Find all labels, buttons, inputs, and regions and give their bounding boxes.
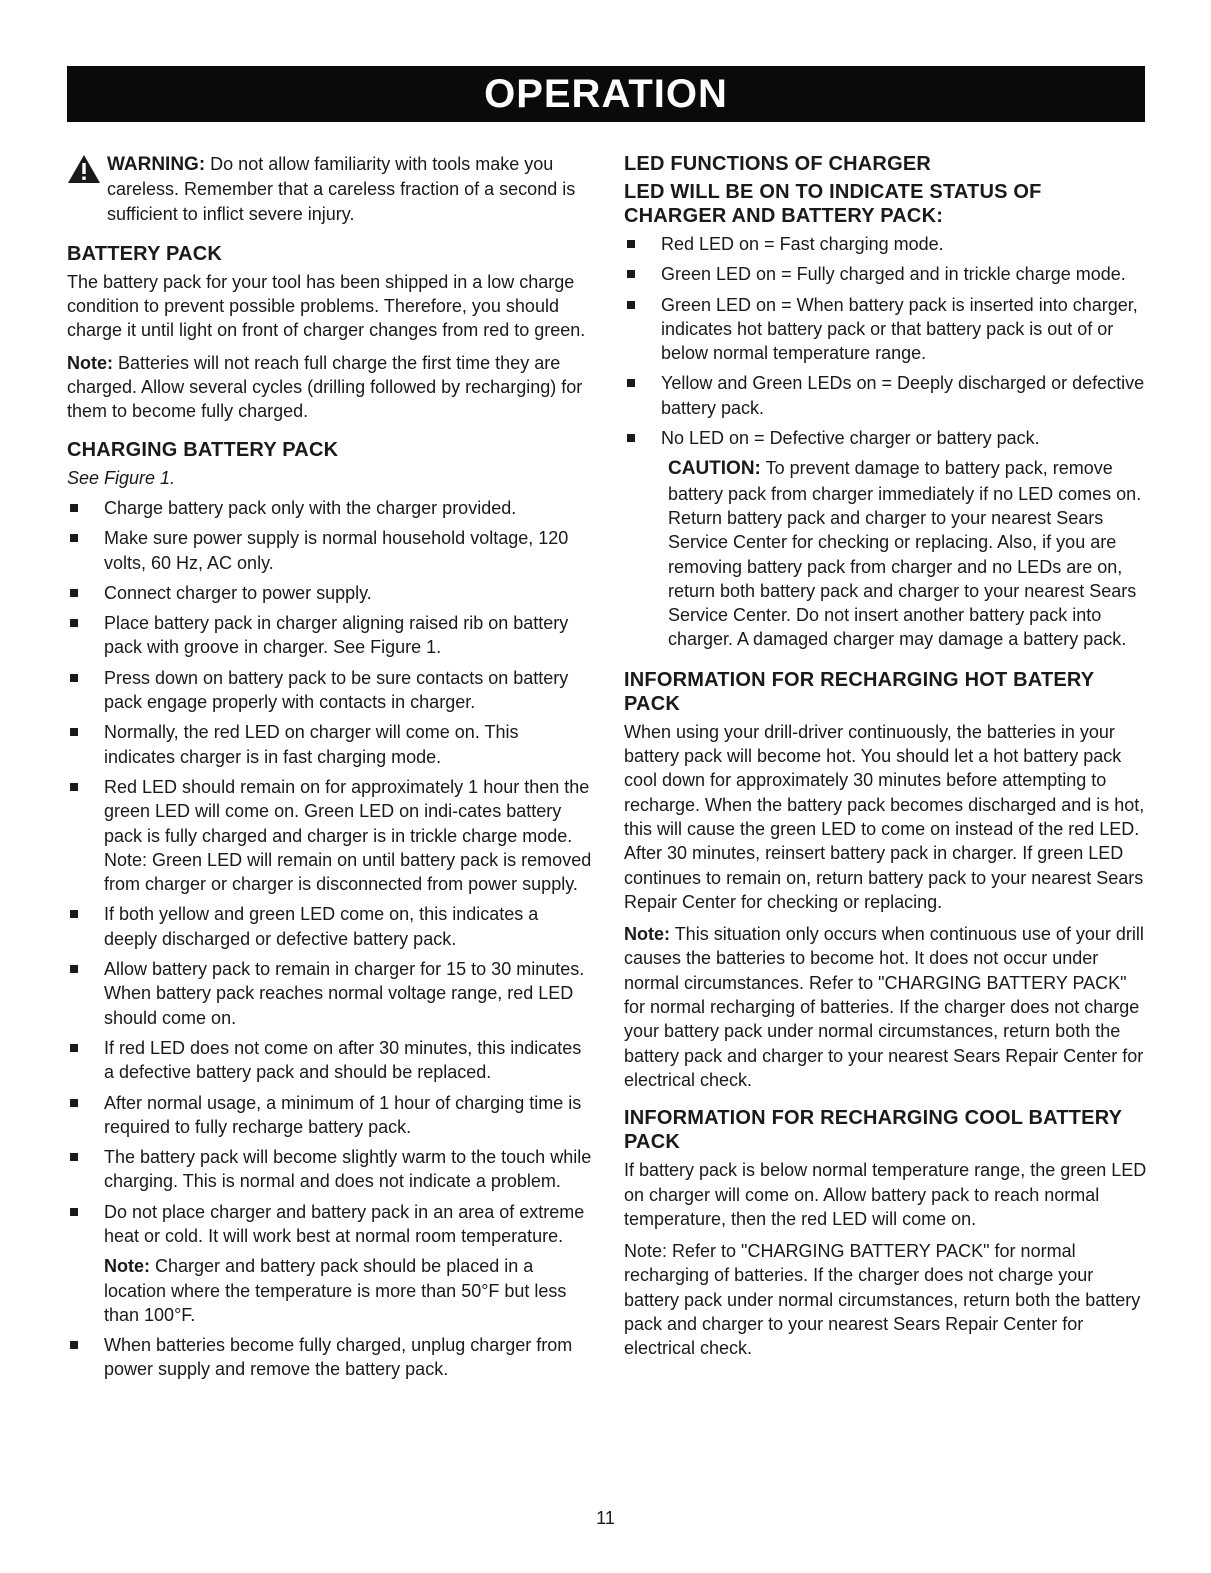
list-item-text: If both yellow and green LED come on, this indicates a deeply discharged or defective battery pack.: [104, 904, 539, 949]
bullet-icon: [70, 1153, 78, 1161]
list-item: [67, 1145, 592, 1194]
temperature-note: [104, 1254, 592, 1327]
list-item-text: Green LED on = Fully charged and in trickle charge mode.: [661, 264, 1126, 285]
battery-pack-note: [67, 351, 592, 424]
list-item: [67, 1333, 592, 1382]
list-item-text: Allow battery pack to remain in charger for 15 to 30 minutes. When battery pack reaches normal voltage range, red LED should come on.: [104, 959, 585, 1028]
list-item: [624, 293, 1148, 366]
cool-battery-paragraph: If battery pack is below normal temperature range, the green LED on charger will come on. Allow battery pack to reach normal temperature, then the red LED will come on.: [624, 1160, 1147, 1229]
battery-pack-heading: BATTERY PACK: [67, 242, 222, 265]
warning-text: Do not allow familiarity with tools make you careless. Remember that a careless fraction of a second is sufficient to inflict severe injury.: [107, 154, 576, 224]
list-item-text: The battery pack will become slightly warm to the touch while charging. This is normal and does not indicate a problem.: [104, 1147, 592, 1192]
bullet-icon: [70, 728, 78, 736]
list-item-text: Yellow and Green LEDs on = Deeply discharged or defective battery pack.: [661, 373, 1145, 418]
note-label: Note:: [67, 352, 113, 373]
bullet-icon: [70, 589, 78, 597]
list-item: [67, 1200, 592, 1327]
list-item: [67, 1091, 592, 1140]
led-functions-heading: LED FUNCTIONS OF CHARGER: [624, 153, 932, 175]
list-item: [67, 496, 592, 520]
cool-battery-heading: INFORMATION FOR RECHARGING COOL BATTERY PACK: [624, 1107, 1122, 1154]
bullet-icon: [627, 240, 635, 248]
bullet-icon: [627, 301, 635, 309]
left-column: [67, 152, 592, 1388]
list-item-text: Normally, the red LED on charger will come on. This indicates charger is in fast charging mode.: [104, 722, 519, 767]
list-item-text: When batteries become fully charged, unplug charger from power supply and remove the battery pack.: [104, 1335, 573, 1380]
bullet-icon: [627, 379, 635, 387]
charging-heading: CHARGING BATTERY PACK: [67, 438, 339, 461]
see-figure-reference: See Figure 1.: [67, 467, 176, 488]
bullet-icon: [627, 434, 635, 442]
list-item-text: Red LED should remain on for approximately 1 hour then the green LED will come on. Green LED on indi-cates battery pack is fully charged and charger is in trickle charge mode. Note: Green LED will remain on until battery pack is removed from charger or charger is disconnected from power supply.: [104, 776, 592, 895]
bullet-icon: [70, 504, 78, 512]
list-item: [67, 1036, 592, 1085]
note-text: Charger and battery pack should be placed in a location where the temperature is more than 50°F but less than 100°F.: [104, 1256, 567, 1325]
list-item: [67, 902, 592, 951]
list-item: [67, 581, 592, 605]
section-title: OPERATION: [484, 71, 728, 116]
bullet-icon: [70, 910, 78, 918]
list-item: [624, 262, 1148, 286]
right-column: [624, 152, 1148, 1369]
bullet-icon: [70, 674, 78, 682]
list-item-text: After normal usage, a minimum of 1 hour of charging time is required to fully recharge battery pack.: [104, 1092, 582, 1137]
list-item: [624, 232, 1148, 256]
cool-battery-note: Note: Refer to "CHARGING BATTERY PACK" for normal recharging of batteries. If the charger does not charge your battery pack under normal circumstances, return both the battery pack and charger to your nearest Sears Repair Center for electrical check.: [624, 1241, 1141, 1359]
note-text: Batteries will not reach full charge the first time they are charged. Allow several cycles (drilling followed by recharging) for them to become fully charged.: [67, 352, 583, 422]
list-item-text: Red LED on = Fast charging mode.: [661, 234, 944, 254]
bullet-icon: [70, 965, 78, 973]
note-text: This situation only occurs when continuous use of your drill causes the batteries to become hot. It does not occur under normal circumstances. Refer to "CHARGING BATTERY PACK" for normal recharging of batteries. If the charger does not charge your battery pack under normal circumstances, return both the battery pack and charger to your nearest Sears Repair Center for electrical check.: [624, 924, 1144, 1090]
caution-label: CAUTION:: [668, 458, 761, 480]
hot-battery-heading: INFORMATION FOR RECHARGING HOT BATERY PACK: [624, 668, 1094, 715]
warning-triangle-icon: [67, 154, 101, 184]
list-item-text: No LED on = Defective charger or battery pack.: [661, 428, 1040, 449]
list-item: [67, 775, 592, 896]
list-item-text: If red LED does not come on after 30 minutes, this indicates a defective battery pack and should be replaced.: [104, 1037, 582, 1083]
caution-text: To prevent damage to battery pack, remove battery pack from charger immediately if no LED comes on. Return battery pack and charger to your nearest Sears Service Center for checking or replacing. Also, if you are removing battery pack from charger and no LEDs are on, return both battery pack and charger to your nearest Sears Service Center. Do not insert another battery pack into charger. A damaged charger may damage a battery pack.: [668, 458, 1142, 650]
hot-battery-note: [624, 922, 1148, 1092]
list-item-text: Place battery pack in charger aligning raised rib on battery pack with groove in charger. See Figure 1.: [104, 613, 569, 658]
warning-block: [67, 152, 592, 226]
list-item: [67, 526, 592, 575]
list-item: [624, 426, 1148, 450]
warning-label: WARNING:: [107, 154, 206, 175]
note-label: Note:: [104, 1256, 150, 1277]
bullet-icon: [70, 1341, 78, 1349]
list-item-text: Press down on battery pack to be sure contacts on battery pack engage properly with contacts in charger.: [104, 667, 569, 713]
led-list: [624, 232, 1148, 450]
note-label: Note:: [624, 924, 670, 945]
bullet-icon: [70, 619, 78, 627]
list-item-text: Connect charger to power supply.: [104, 582, 372, 603]
battery-pack-paragraph: The battery pack for your tool has been shipped in a low charge condition to prevent possible problems. Therefore, you should charge it until light on front of charger changes from red to green.: [67, 271, 586, 341]
charging-list: [67, 496, 592, 1382]
list-item: [67, 720, 592, 769]
list-item: [67, 666, 592, 715]
hot-battery-paragraph: When using your drill-driver continuously, the batteries in your battery pack will become hot. You should let a hot battery pack cool down for approximately 30 minutes before attempting to recharge. When the battery pack becomes discharged and is hot, this will cause the green LED to come on instead of the red LED. After 30 minutes, reinsert battery pack in charger. If green LED continues to remain on, return battery pack to your nearest Sears Repair Center for checking or replacing.: [624, 721, 1145, 912]
list-item: [67, 957, 592, 1030]
list-item-text: Green LED on = When battery pack is inserted into charger, indicates hot battery pack or that battery pack is out of or below normal temperature range.: [661, 294, 1138, 364]
list-item-text: Do not place charger and battery pack in an area of extreme heat or cold. It will work best at normal room temperature.: [104, 1201, 585, 1246]
bullet-icon: [70, 783, 78, 791]
led-status-heading: LED WILL BE ON TO INDICATE STATUS OF CHARGER AND BATTERY PACK:: [624, 181, 1042, 227]
list-item: [624, 371, 1148, 420]
list-item-text: Charge battery pack only with the charger provided.: [104, 497, 517, 518]
list-item: [67, 611, 592, 660]
caution-block: [624, 456, 1148, 651]
bullet-icon: [70, 1099, 78, 1107]
bullet-icon: [70, 1044, 78, 1052]
section-banner: [67, 66, 1145, 122]
bullet-icon: [70, 1208, 78, 1216]
bullet-icon: [627, 270, 635, 278]
list-item-text: Make sure power supply is normal household voltage, 120 volts, 60 Hz, AC only.: [104, 528, 569, 573]
page-number: 11: [596, 1508, 615, 1528]
bullet-icon: [70, 534, 78, 542]
